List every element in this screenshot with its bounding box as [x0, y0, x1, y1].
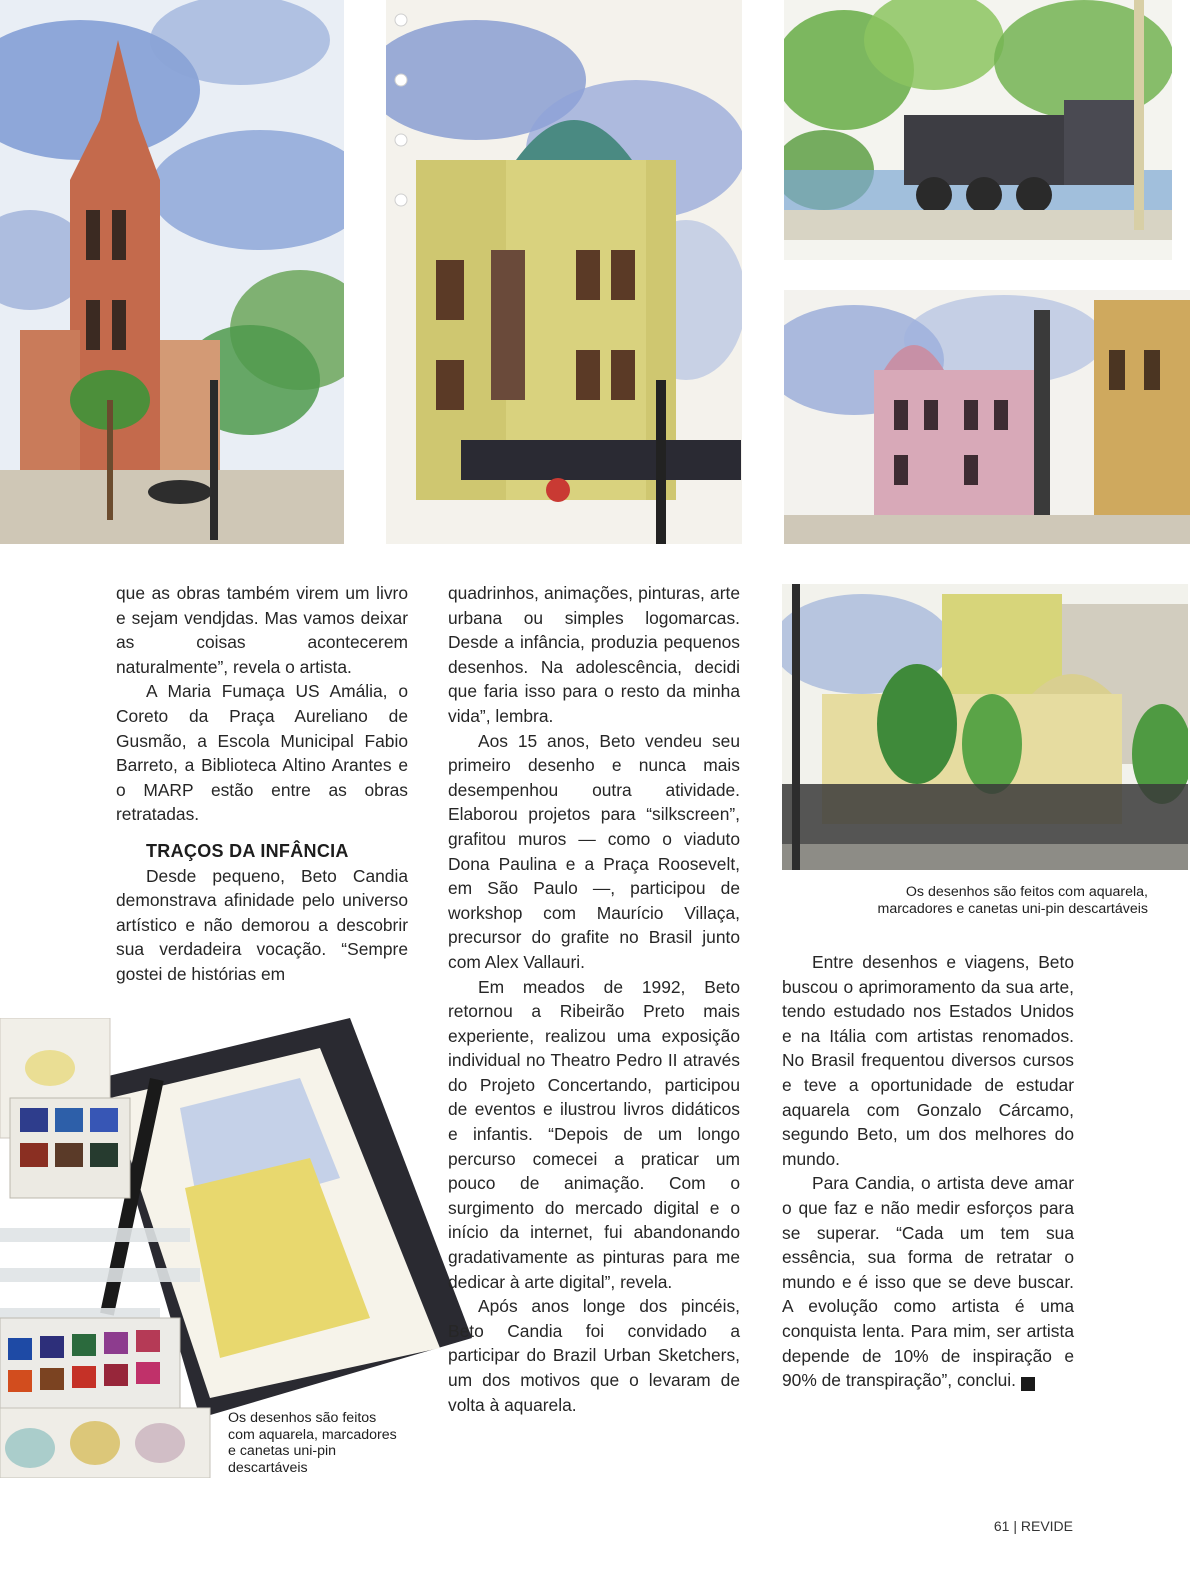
- article-column-3: [782, 950, 1074, 1393]
- body-paragraph-text: Para Candia, o artista deve amar o que faz e não medir esforços para se superar. “Cada um tem sua essência, sua forma de retratar o mundo e é isso que se deve buscar. A evolução como artista é uma conquista lenta. Para mim, ser artista depende de 10% de inspiração e 90% de transpiração”, conclui.: [782, 1173, 1074, 1391]
- photo-caption: Os desenhos são feitos com aquarela, marcadores e canetas uni-pin descartáveis: [228, 1410, 397, 1476]
- hotel-watercolor-image: [386, 0, 742, 544]
- image-caption: Os desenhos são feitos com aquarela, marcadores e canetas uni-pin descartáveis: [877, 884, 1148, 917]
- body-paragraph: Desde pequeno, Beto Candia demonstrava afinidade pelo universo artístico e não demorou a descobrir sua verdadeira vocação. “Sempre gostei de histórias em: [116, 865, 408, 984]
- article-column-2: [448, 581, 740, 1417]
- body-paragraph: Em meados de 1992, Beto retornou a Ribeirão Preto mais experiente, realizou uma exposição individual no Theatro Pedro II através do Projeto Concertando, participou de eventos e ilustrou livros didáticos e infantis. “Depois de um longo percurso comecei a praticar um pouco de animação. Com o surgimento do mercado digital e o início da internet, fui abandonando gradativamente as pinturas para me dedicar à arte digital”, revela.: [448, 976, 740, 1292]
- train-watercolor-image: [784, 0, 1172, 260]
- footer-separator: |: [1013, 1518, 1017, 1534]
- magazine-name: REVIDE: [1020, 1518, 1073, 1534]
- section-heading: TRAÇOS DA INFÂNCIA: [146, 840, 349, 861]
- body-paragraph: quadrinhos, animações, pinturas, arte urbana ou simples logomarcas. Desde a infância, produzia pequenos desenhos. Na adolescência, decidi que faria isso para o resto da minha vida”, lembra.: [448, 583, 740, 726]
- body-paragraph: A Maria Fumaça US Amália, o Coreto da Praça Aureliano de Gusmão, a Escola Municipal Fabio Barreto, a Biblioteca Altino Arantes e o MARP estão entre as obras retratadas.: [116, 681, 408, 825]
- body-paragraph: Entre desenhos e viagens, Beto buscou o aprimoramento da sua arte, tendo estudado nos Estados Unidos e na Itália com artistas renomados. No Brasil frequentou diversos cursos e teve a oportunidade de estudar aquarela com Gonzalo Cárcamo, segundo Beto, um dos melhores do mundo.: [782, 952, 1074, 1169]
- body-paragraph: Aos 15 anos, Beto vendeu seu primeiro desenho e nunca mais desempenhou outra atividade. Elaborou projetos para “silkscreen”, grafitou muros — como o viaduto Dona Paulina e a Praça Roosevelt, em São Paulo —, participou de workshop com Maurício Villaça, precursor do grafite no Brasil junto com Alex Vallauri.: [448, 730, 740, 972]
- body-paragraph: que as obras também virem um livro e sejam vendjdas. Mas vamos deixar as coisas acontecerem naturalmente”, revela o artista.: [116, 583, 408, 677]
- church-watercolor-image: [0, 0, 344, 544]
- end-of-article-mark: r: [1021, 1377, 1035, 1391]
- sketchbook-kit-photo: [0, 1018, 476, 1478]
- corner-building-watercolor-image: [782, 584, 1188, 870]
- body-paragraph: Após anos longe dos pincéis, Beto Candia foi convidado a participar do Brazil Urban Sketchers, um dos motivos que o levaram de volta à aquarela.: [448, 1296, 740, 1415]
- article-column-1: [116, 581, 408, 987]
- page-number: 61: [993, 1518, 1010, 1534]
- page-footer: [994, 1518, 1073, 1534]
- pink-building-watercolor-image: [784, 290, 1190, 544]
- body-paragraph: [782, 1171, 1074, 1392]
